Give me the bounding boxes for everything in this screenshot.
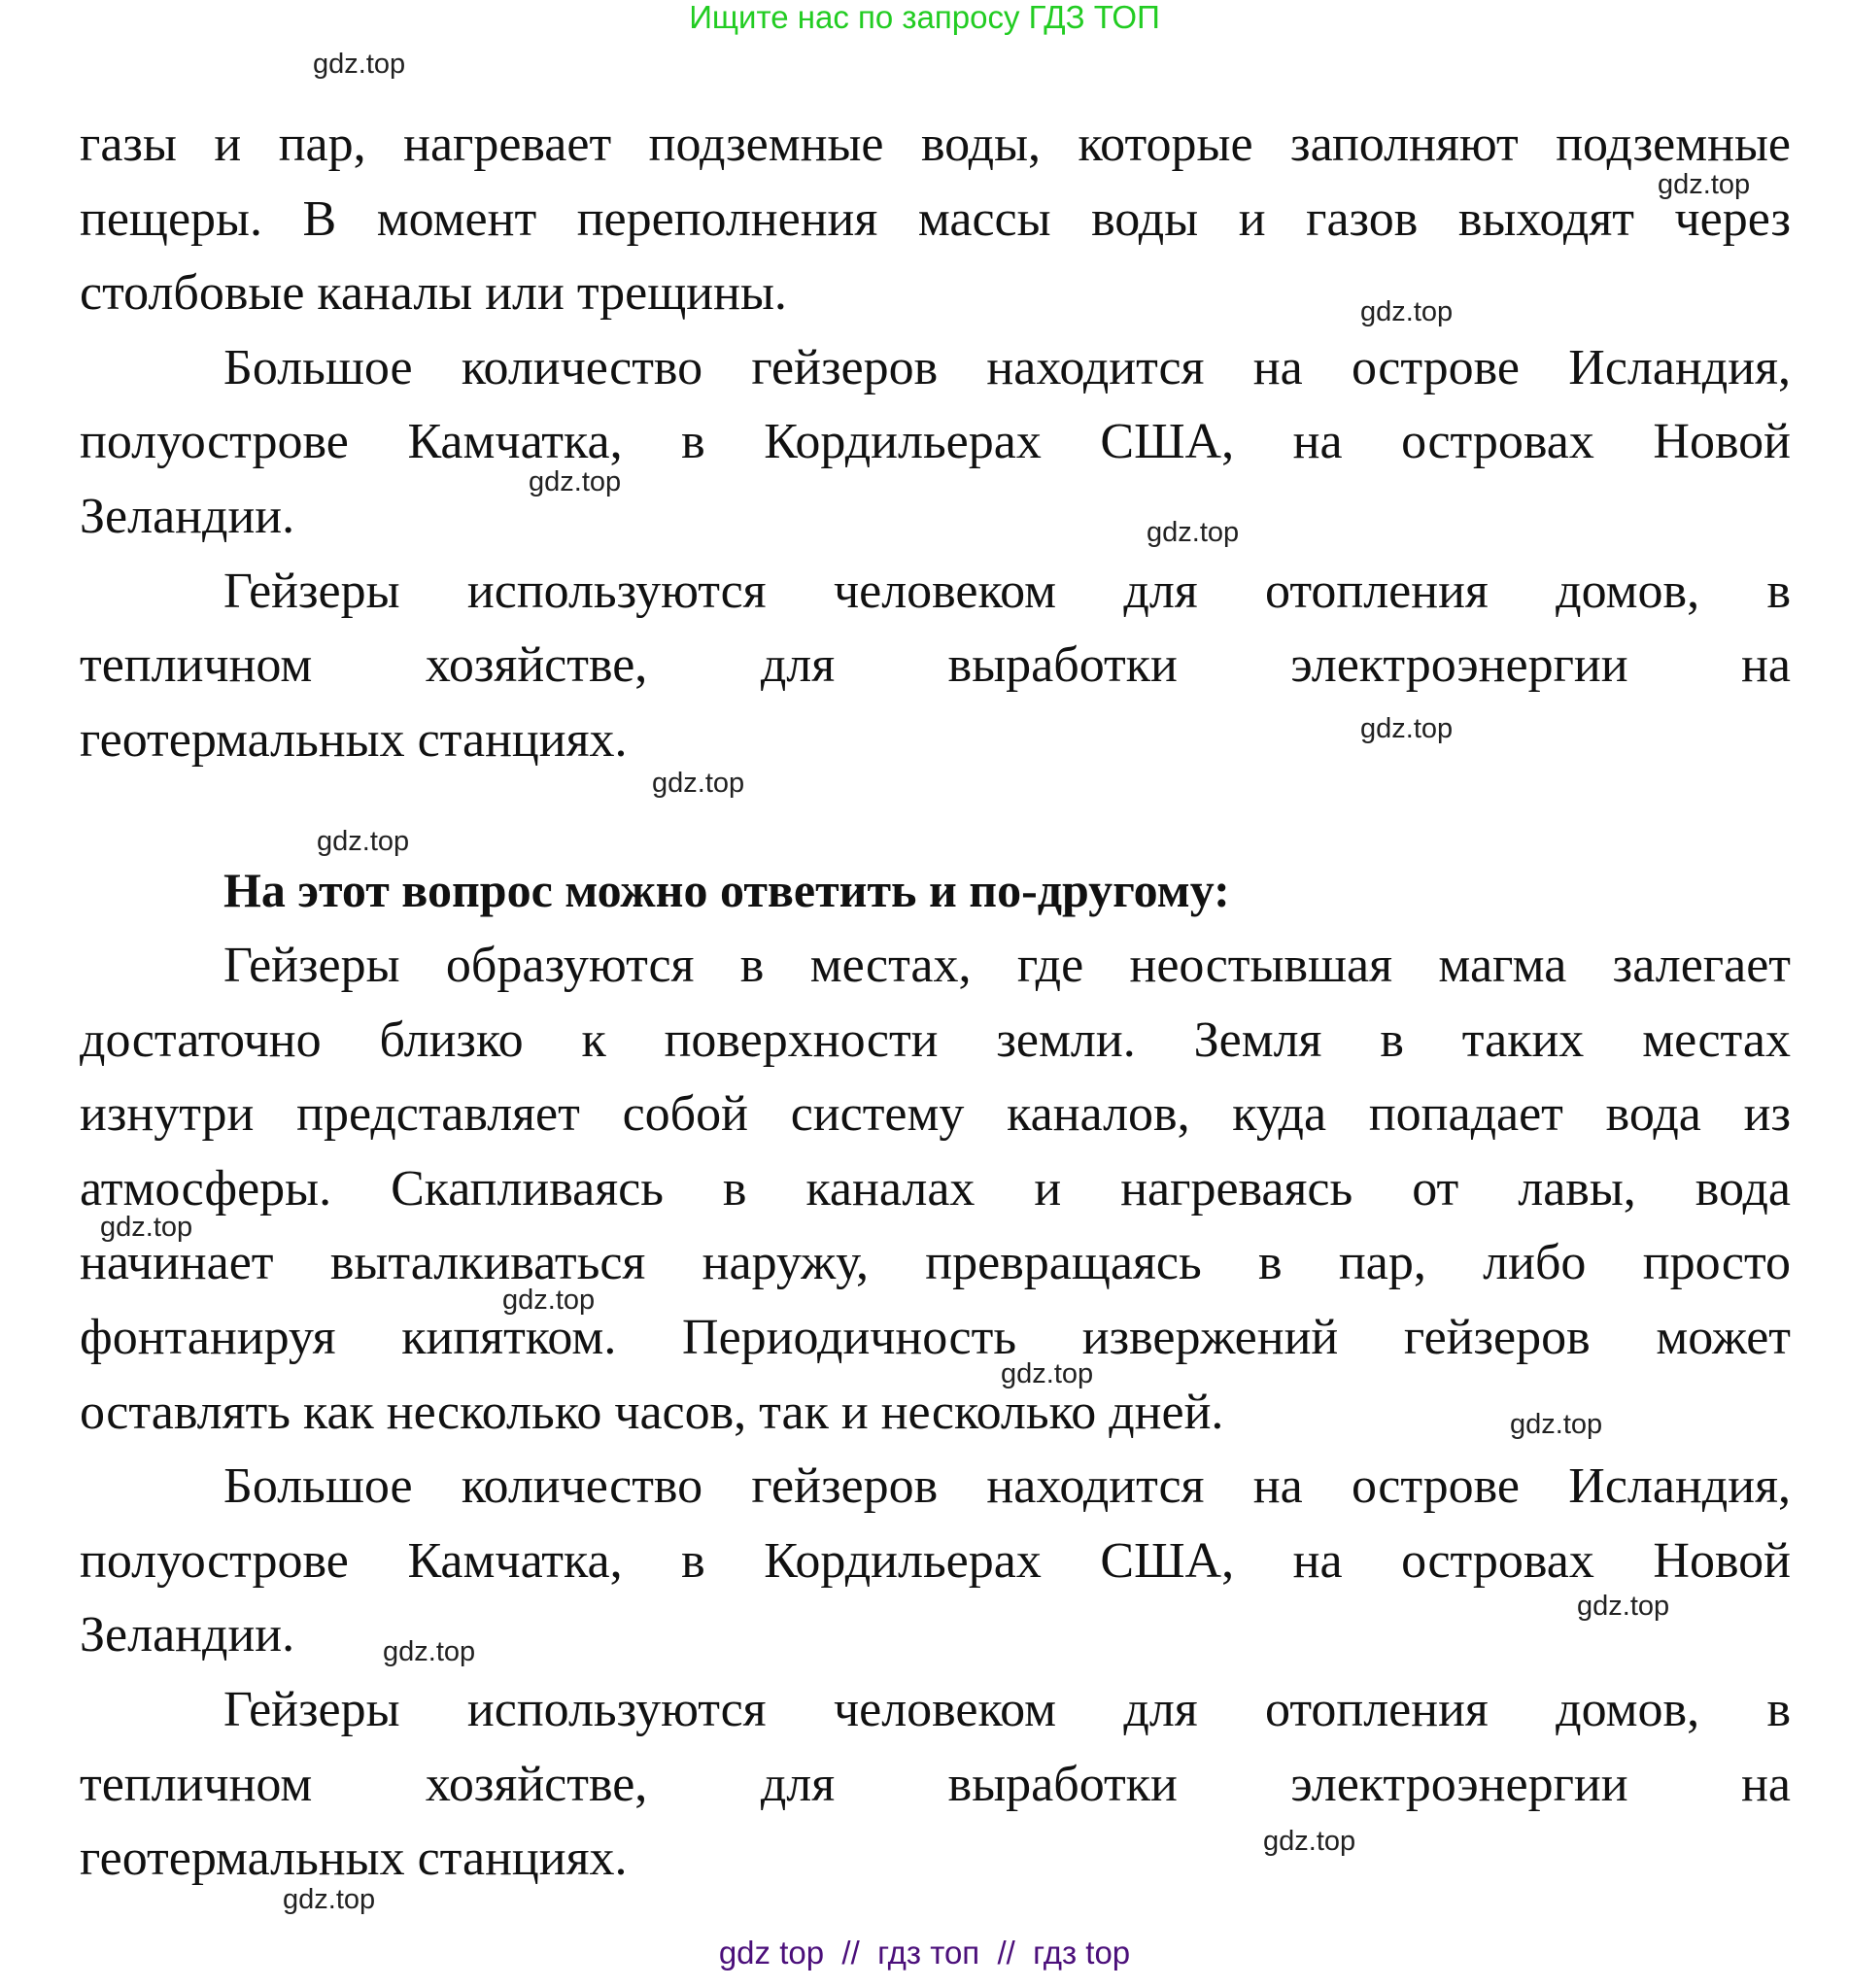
watermark-text: gdz.top: [100, 1212, 193, 1243]
text-line: пещеры. В момент переполнения массы воды и газов выходят через: [80, 190, 1791, 247]
watermark-text: gdz.top: [283, 1884, 376, 1915]
watermark-text: gdz.top: [1658, 169, 1751, 200]
watermark-text: gdz.top: [1510, 1409, 1603, 1440]
watermark-text: gdz.top: [1577, 1591, 1670, 1622]
watermark-text: gdz.top: [502, 1285, 596, 1316]
text-line: геотермальных станциях.: [80, 711, 628, 768]
text-line: тепличном хозяйстве, для выработки электроэнергии на: [80, 637, 1791, 694]
watermark-text: gdz.top: [313, 49, 406, 80]
text-line: фонтанируя кипятком. Периодичность извержений гейзеров может: [80, 1310, 1791, 1365]
text-line: столбовые каналы или трещины.: [80, 265, 787, 322]
text-line: достаточно близко к поверхности земли. Земля в таких местах: [80, 1011, 1791, 1068]
text-line: полуострове Камчатка, в Кордильерах США, на островах Новой: [80, 414, 1791, 470]
watermark-text: gdz.top: [1263, 1826, 1356, 1857]
text-line: газы и пар, нагревает подземные воды, которые заполняют подземные: [80, 117, 1791, 172]
text-line: изнутри представляет собой систему каналов, куда попадает вода из: [80, 1086, 1791, 1143]
text-line: Гейзеры образуются в местах, где неостывшая магма залегает: [223, 938, 1791, 993]
watermark-text: gdz.top: [1147, 517, 1240, 548]
text-line: тепличном хозяйстве, для выработки электроэнергии на: [80, 1756, 1791, 1812]
section-heading: На этот вопрос можно ответить и по-другому:: [223, 863, 1230, 917]
watermark-text: gdz.top: [529, 466, 622, 497]
text-line: атмосферы. Скапливаясь в каналах и нагреваясь от лавы, вода: [80, 1160, 1791, 1217]
text-line: оставлять как несколько часов, так и несколько дней.: [80, 1384, 1224, 1440]
text-line: Зеландии.: [80, 1607, 295, 1663]
text-line: Гейзеры используются человеком для отопления домов, в: [223, 1682, 1791, 1737]
watermark-text: gdz.top: [1360, 296, 1454, 327]
text-line: Большое количество гейзеров находится на острове Исландия,: [223, 1458, 1791, 1515]
watermark-text: gdz.top: [1360, 713, 1454, 744]
text-line: Большое количество гейзеров находится на острове Исландия,: [223, 339, 1791, 395]
watermark-text: gdz.top: [1001, 1358, 1094, 1389]
text-line: геотермальных станциях.: [80, 1831, 628, 1887]
footer-links[interactable]: gdz top // гдз топ // гдз top: [718, 1935, 1131, 1971]
text-line: Зеландии.: [80, 489, 295, 544]
text-line: начинает выталкиваться наружу, превращаясь в пар, либо просто: [80, 1235, 1791, 1291]
watermark-text: gdz.top: [383, 1636, 476, 1667]
text-line: полуострове Камчатка, в Кордильерах США, на островах Новой: [80, 1532, 1791, 1589]
search-banner: Ищите нас по запросу ГДЗ ТОП: [689, 0, 1160, 35]
text-line: Гейзеры используются человеком для отопления домов, в: [223, 563, 1791, 619]
watermark-text: gdz.top: [317, 826, 410, 857]
watermark-text: gdz.top: [652, 768, 745, 799]
